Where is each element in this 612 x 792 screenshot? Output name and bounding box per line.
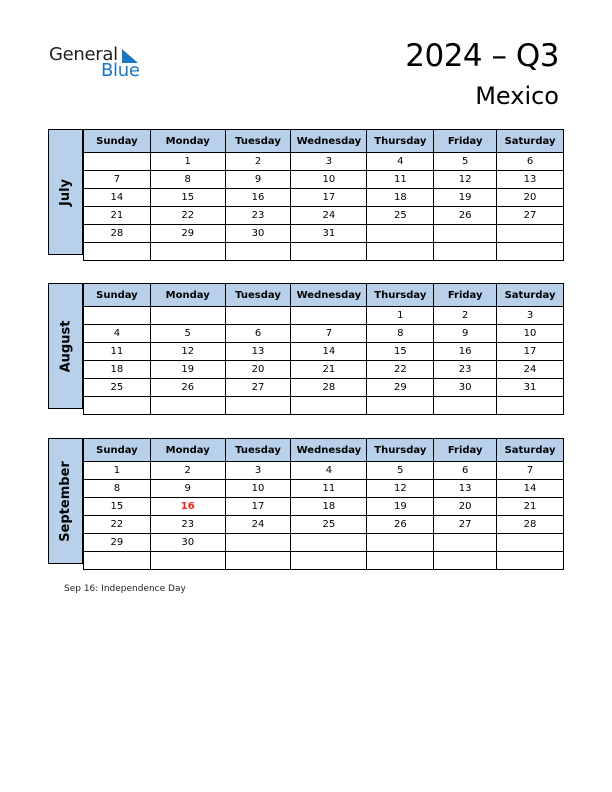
page-title: 2024 – Q3 (405, 38, 559, 74)
weekday-header: Tuesday (225, 284, 291, 307)
day-cell: 25 (291, 516, 367, 534)
day-cell: 18 (84, 361, 151, 379)
day-cell: 18 (291, 498, 367, 516)
day-cell: 27 (225, 379, 291, 397)
week-row (84, 516, 564, 534)
weekday-header: Friday (434, 130, 497, 153)
day-cell: 28 (84, 225, 151, 243)
day-cell: 9 (225, 171, 291, 189)
day-cell: 13 (225, 343, 291, 361)
day-cell: 11 (367, 171, 434, 189)
week-row (84, 207, 564, 225)
day-cell: 29 (367, 379, 434, 397)
day-cell (367, 243, 434, 261)
day-cell (434, 225, 497, 243)
week-row (84, 462, 564, 480)
month-calendar-july (48, 129, 564, 255)
day-cell: 30 (434, 379, 497, 397)
generalblue-logo (49, 44, 149, 84)
day-cell: 14 (84, 189, 151, 207)
day-cell: 15 (367, 343, 434, 361)
day-cell: 24 (225, 516, 291, 534)
day-cell: 28 (291, 379, 367, 397)
day-cell: 11 (84, 343, 151, 361)
day-cell (84, 243, 151, 261)
month-name: August (58, 320, 73, 372)
country-name: Mexico (475, 82, 559, 110)
day-cell: 5 (367, 462, 434, 480)
day-cell: 9 (150, 480, 225, 498)
day-cell: 5 (150, 325, 225, 343)
weekday-header: Wednesday (291, 439, 367, 462)
day-cell (497, 225, 564, 243)
week-row (84, 379, 564, 397)
day-cell: 21 (497, 498, 564, 516)
day-cell: 29 (84, 534, 151, 552)
weekday-header: Saturday (497, 284, 564, 307)
day-cell: 7 (497, 462, 564, 480)
day-cell: 10 (497, 325, 564, 343)
day-cell: 19 (150, 361, 225, 379)
month-calendar-august (48, 283, 564, 409)
day-cell (367, 552, 434, 570)
day-cell: 2 (150, 462, 225, 480)
day-cell (291, 307, 367, 325)
day-cell: 12 (150, 343, 225, 361)
day-cell: 4 (84, 325, 151, 343)
week-row (84, 153, 564, 171)
day-cell (291, 243, 367, 261)
day-cell: 22 (84, 516, 151, 534)
week-row (84, 243, 564, 261)
day-cell: 28 (497, 516, 564, 534)
weekday-header-row (84, 130, 564, 153)
week-row (84, 189, 564, 207)
day-cell (367, 534, 434, 552)
day-cell (150, 307, 225, 325)
day-cell (150, 552, 225, 570)
week-row (84, 171, 564, 189)
calendar-grid (83, 129, 564, 261)
week-row (84, 325, 564, 343)
day-cell: 19 (367, 498, 434, 516)
day-cell (434, 552, 497, 570)
calendar-grid (83, 438, 564, 570)
week-row (84, 361, 564, 379)
week-row (84, 307, 564, 325)
weekday-header: Thursday (367, 284, 434, 307)
weekday-header: Tuesday (225, 130, 291, 153)
day-cell (225, 243, 291, 261)
day-cell (291, 534, 367, 552)
day-cell (150, 243, 225, 261)
weekday-header: Friday (434, 439, 497, 462)
day-cell: 10 (291, 171, 367, 189)
month-label (48, 438, 83, 564)
day-cell: 20 (497, 189, 564, 207)
day-cell (84, 153, 151, 171)
day-cell: 31 (291, 225, 367, 243)
day-cell (434, 243, 497, 261)
month-calendar-september (48, 438, 564, 564)
day-cell (225, 534, 291, 552)
weekday-header: Friday (434, 284, 497, 307)
weekday-header: Saturday (497, 439, 564, 462)
day-cell (497, 243, 564, 261)
weekday-header: Thursday (367, 130, 434, 153)
day-cell (291, 397, 367, 415)
day-cell: 15 (150, 189, 225, 207)
day-cell: 19 (434, 189, 497, 207)
week-row (84, 480, 564, 498)
day-cell: 13 (434, 480, 497, 498)
logo-blue-text: Blue (101, 60, 140, 81)
day-cell: 3 (497, 307, 564, 325)
day-cell: 11 (291, 480, 367, 498)
weekday-header-row (84, 439, 564, 462)
day-cell: 20 (225, 361, 291, 379)
day-cell: 8 (84, 480, 151, 498)
day-cell: 29 (150, 225, 225, 243)
day-cell: 1 (150, 153, 225, 171)
day-cell: 5 (434, 153, 497, 171)
calendar-grid (83, 283, 564, 415)
day-cell: 8 (150, 171, 225, 189)
month-name: September (58, 460, 74, 542)
day-cell: 2 (434, 307, 497, 325)
weekday-header: Monday (150, 130, 225, 153)
week-row (84, 498, 564, 516)
day-cell: 16 (434, 343, 497, 361)
day-cell (497, 552, 564, 570)
day-cell (434, 534, 497, 552)
day-cell: 22 (150, 207, 225, 225)
weekday-header: Monday (150, 439, 225, 462)
day-cell: 14 (291, 343, 367, 361)
day-cell: 31 (497, 379, 564, 397)
day-cell: 17 (291, 189, 367, 207)
weekday-header: Monday (150, 284, 225, 307)
weekday-header: Sunday (84, 130, 151, 153)
day-cell: 9 (434, 325, 497, 343)
month-label (48, 283, 83, 409)
holiday-footnote: Sep 16: Independence Day (64, 584, 186, 594)
day-cell: 24 (291, 207, 367, 225)
week-row (84, 225, 564, 243)
day-cell: 12 (434, 171, 497, 189)
day-cell (225, 307, 291, 325)
weekday-header: Sunday (84, 439, 151, 462)
weekday-header: Wednesday (291, 284, 367, 307)
day-cell: 3 (291, 153, 367, 171)
day-cell: 27 (434, 516, 497, 534)
day-cell: 15 (84, 498, 151, 516)
day-cell: 25 (367, 207, 434, 225)
day-cell: 20 (434, 498, 497, 516)
weekday-header: Sunday (84, 284, 151, 307)
day-cell: 22 (367, 361, 434, 379)
day-cell: 21 (84, 207, 151, 225)
day-cell: 26 (434, 207, 497, 225)
day-cell (84, 397, 151, 415)
day-cell (84, 307, 151, 325)
day-cell: 27 (497, 207, 564, 225)
day-cell (497, 397, 564, 415)
day-cell: 4 (367, 153, 434, 171)
day-cell: 16 (225, 189, 291, 207)
day-cell: 6 (225, 325, 291, 343)
day-cell (434, 397, 497, 415)
day-cell (150, 397, 225, 415)
weekday-header: Tuesday (225, 439, 291, 462)
day-cell: 26 (150, 379, 225, 397)
day-cell: 7 (84, 171, 151, 189)
day-cell: 21 (291, 361, 367, 379)
weekday-header: Wednesday (291, 130, 367, 153)
day-cell: 30 (225, 225, 291, 243)
day-cell: 6 (497, 153, 564, 171)
weekday-header-row (84, 284, 564, 307)
day-cell: 17 (225, 498, 291, 516)
month-name: July (58, 178, 73, 206)
day-cell: 1 (84, 462, 151, 480)
day-cell: 7 (291, 325, 367, 343)
day-cell (291, 552, 367, 570)
day-cell: 12 (367, 480, 434, 498)
day-cell: 25 (84, 379, 151, 397)
day-cell (225, 552, 291, 570)
day-cell: 3 (225, 462, 291, 480)
day-cell: 4 (291, 462, 367, 480)
day-cell: 24 (497, 361, 564, 379)
day-cell: 26 (367, 516, 434, 534)
day-cell: 13 (497, 171, 564, 189)
day-cell: 10 (225, 480, 291, 498)
day-cell: 6 (434, 462, 497, 480)
week-row (84, 534, 564, 552)
week-row (84, 343, 564, 361)
week-row (84, 552, 564, 570)
day-cell: 1 (367, 307, 434, 325)
weekday-header: Thursday (367, 439, 434, 462)
day-cell: 18 (367, 189, 434, 207)
day-cell: 23 (434, 361, 497, 379)
day-cell (497, 534, 564, 552)
day-cell: 30 (150, 534, 225, 552)
day-cell: 16 (150, 498, 225, 516)
day-cell (367, 225, 434, 243)
week-row (84, 397, 564, 415)
weekday-header: Saturday (497, 130, 564, 153)
day-cell: 2 (225, 153, 291, 171)
day-cell: 17 (497, 343, 564, 361)
day-cell (84, 552, 151, 570)
month-label (48, 129, 83, 255)
day-cell: 23 (225, 207, 291, 225)
logo-general-text: General (49, 44, 118, 65)
day-cell: 14 (497, 480, 564, 498)
day-cell: 8 (367, 325, 434, 343)
day-cell (225, 397, 291, 415)
day-cell (367, 397, 434, 415)
day-cell: 23 (150, 516, 225, 534)
